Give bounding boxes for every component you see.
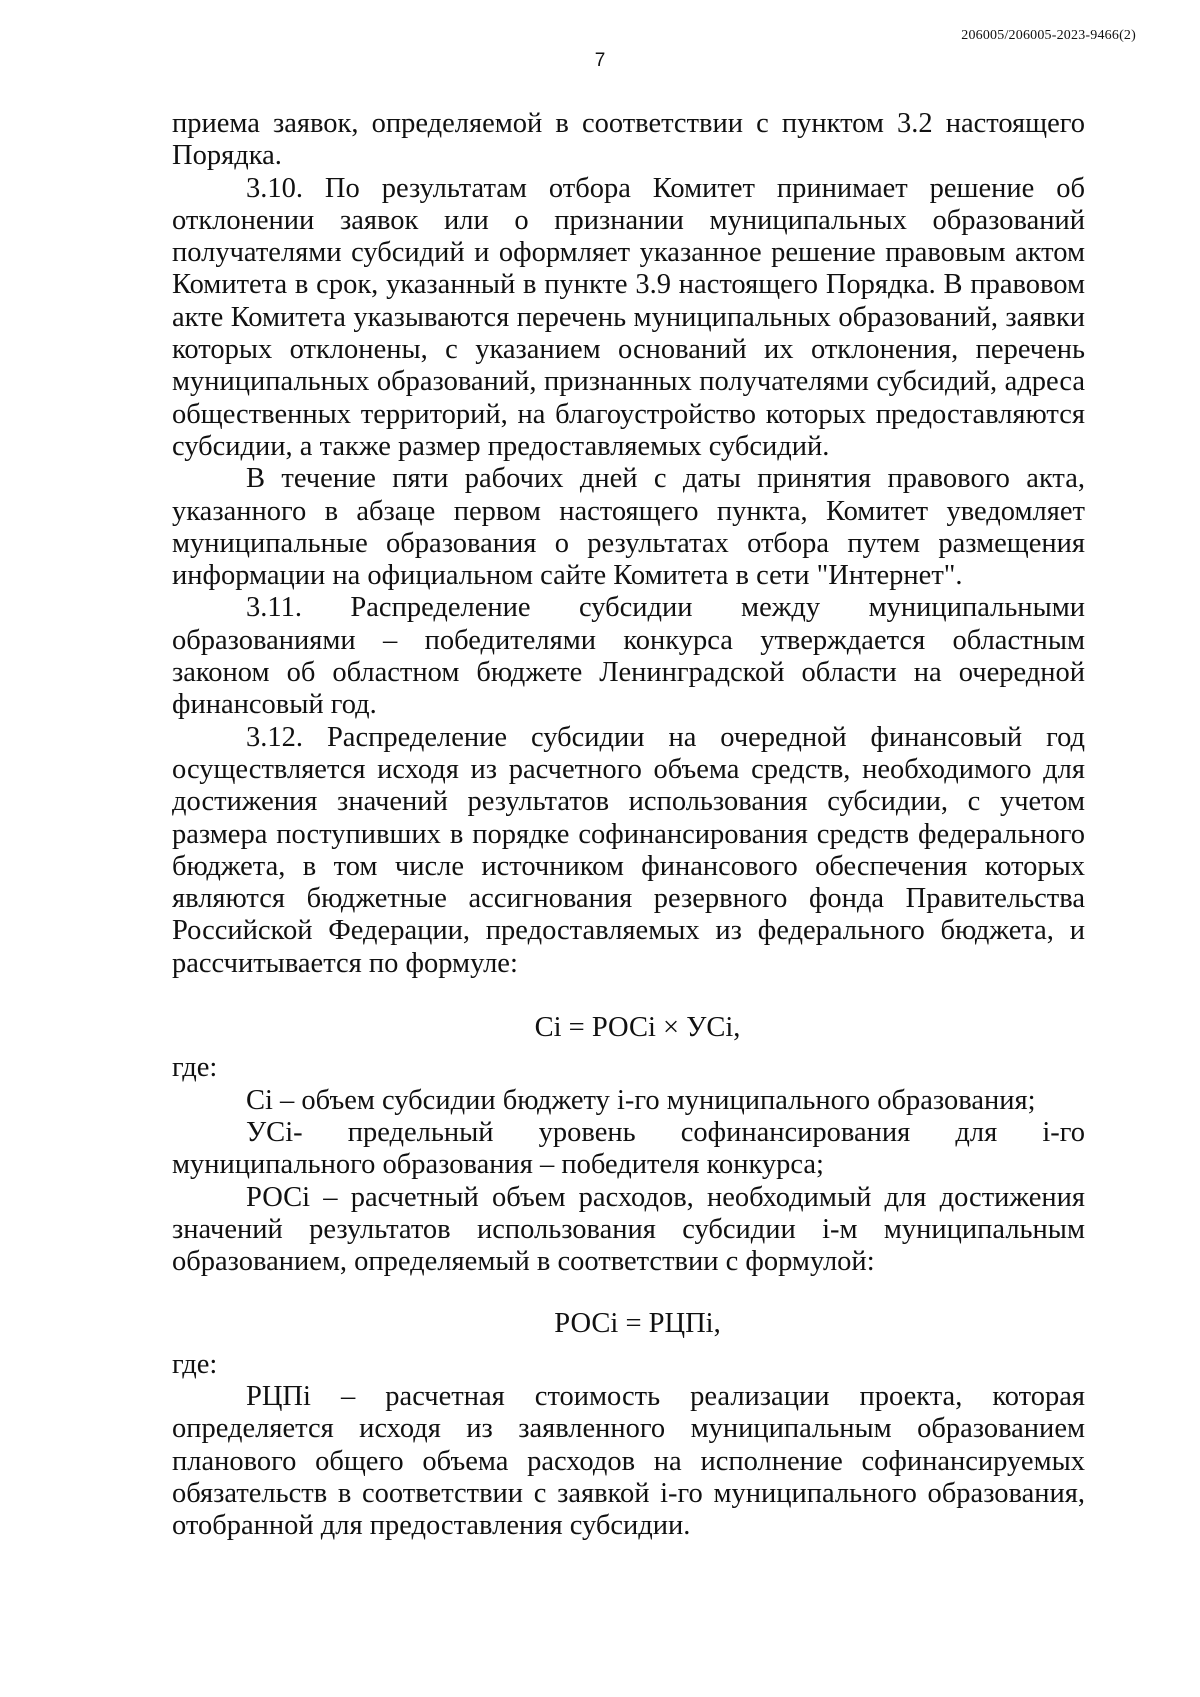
paragraph-3-10: 3.10. По результатам отбора Комитет принимает решение об отклонении заявок или о признании муниципальных образований получателями субсидий и оформляет указанное решение правовым актом Комитета в срок, указанный в пункте 3.9 настоящего Порядка. В правовом акте Комитета указываются перечень муниципальных образований, заявки которых отклонены, с указанием оснований их отклонения, перечень муниципальных образований, признанных получателями субсидий, адреса общественных территорий, на благоустройство которых предоставляются субсидии, а также размер предоставляемых субсидий. xyxy=(172,172,1085,462)
paragraph-notification: В течение пяти рабочих дней с даты принятия правового акта, указанного в абзаце первом настоящего пункта, Комитет уведомляет муниципальные образования о результатах отбора путем размещения информации на официальном сайте Комитета в сети "Интернет". xyxy=(172,463,1085,592)
paragraph-3-12: 3.12. Распределение субсидии на очередной финансовый год осуществляется исходя из расчетного объема средств, необходимого для достижения значений результатов использования субсидии, с учетом размера поступивших в порядке софинансирования средств федерального бюджета, в том числе источником финансового обеспечения которых являются бюджетные ассигнования резервного фонда Правительства Российской Федерации, предоставляемых из федерального бюджета, и рассчитывается по формуле: xyxy=(172,721,1085,979)
document-registration-number: 206005/206005-2023-9466(2) xyxy=(961,28,1136,43)
document-body xyxy=(172,108,1085,1542)
paragraph-3-11: 3.11. Распределение субсидии между муниципальными образованиями – победителями конкурса утверждается областным законом об областном бюджете Ленинградской области на очередной финансовый год. xyxy=(172,592,1085,721)
definition-rosi: РОСi – расчетный объем расходов, необходимый для достижения значений результатов использования субсидии i-м муниципальным образованием, определяемый в соответствии с формулой: xyxy=(172,1181,1085,1278)
formula-subsidy: Ci = РОСi × УСi, xyxy=(534,1012,741,1044)
where-label: где: xyxy=(172,1348,218,1380)
definition-rcpi: РЦПi – расчетная стоимость реализации проекта, которая определяется исходя из заявленного муниципальным образованием планового общего объема расходов на исполнение софинансируемых обязательств в соответствии с заявкой i-го муниципального образования, отобранной для предоставления субсидии. xyxy=(172,1380,1085,1542)
formula-expenses: РОСi = РЦПi, xyxy=(554,1308,721,1340)
paragraph-continuation: приема заявок, определяемой в соответствии с пунктом 3.2 настоящего Порядка. xyxy=(172,108,1085,172)
definition-usi: УСi- предельный уровень софинансирования для i-го муниципального образования – победителя конкурса; xyxy=(172,1116,1085,1181)
page-number: 7 xyxy=(594,50,606,71)
definition-ci: Ci – объем субсидии бюджету i-го муниципального образования; xyxy=(246,1084,1036,1116)
where-label: где: xyxy=(172,1052,218,1084)
